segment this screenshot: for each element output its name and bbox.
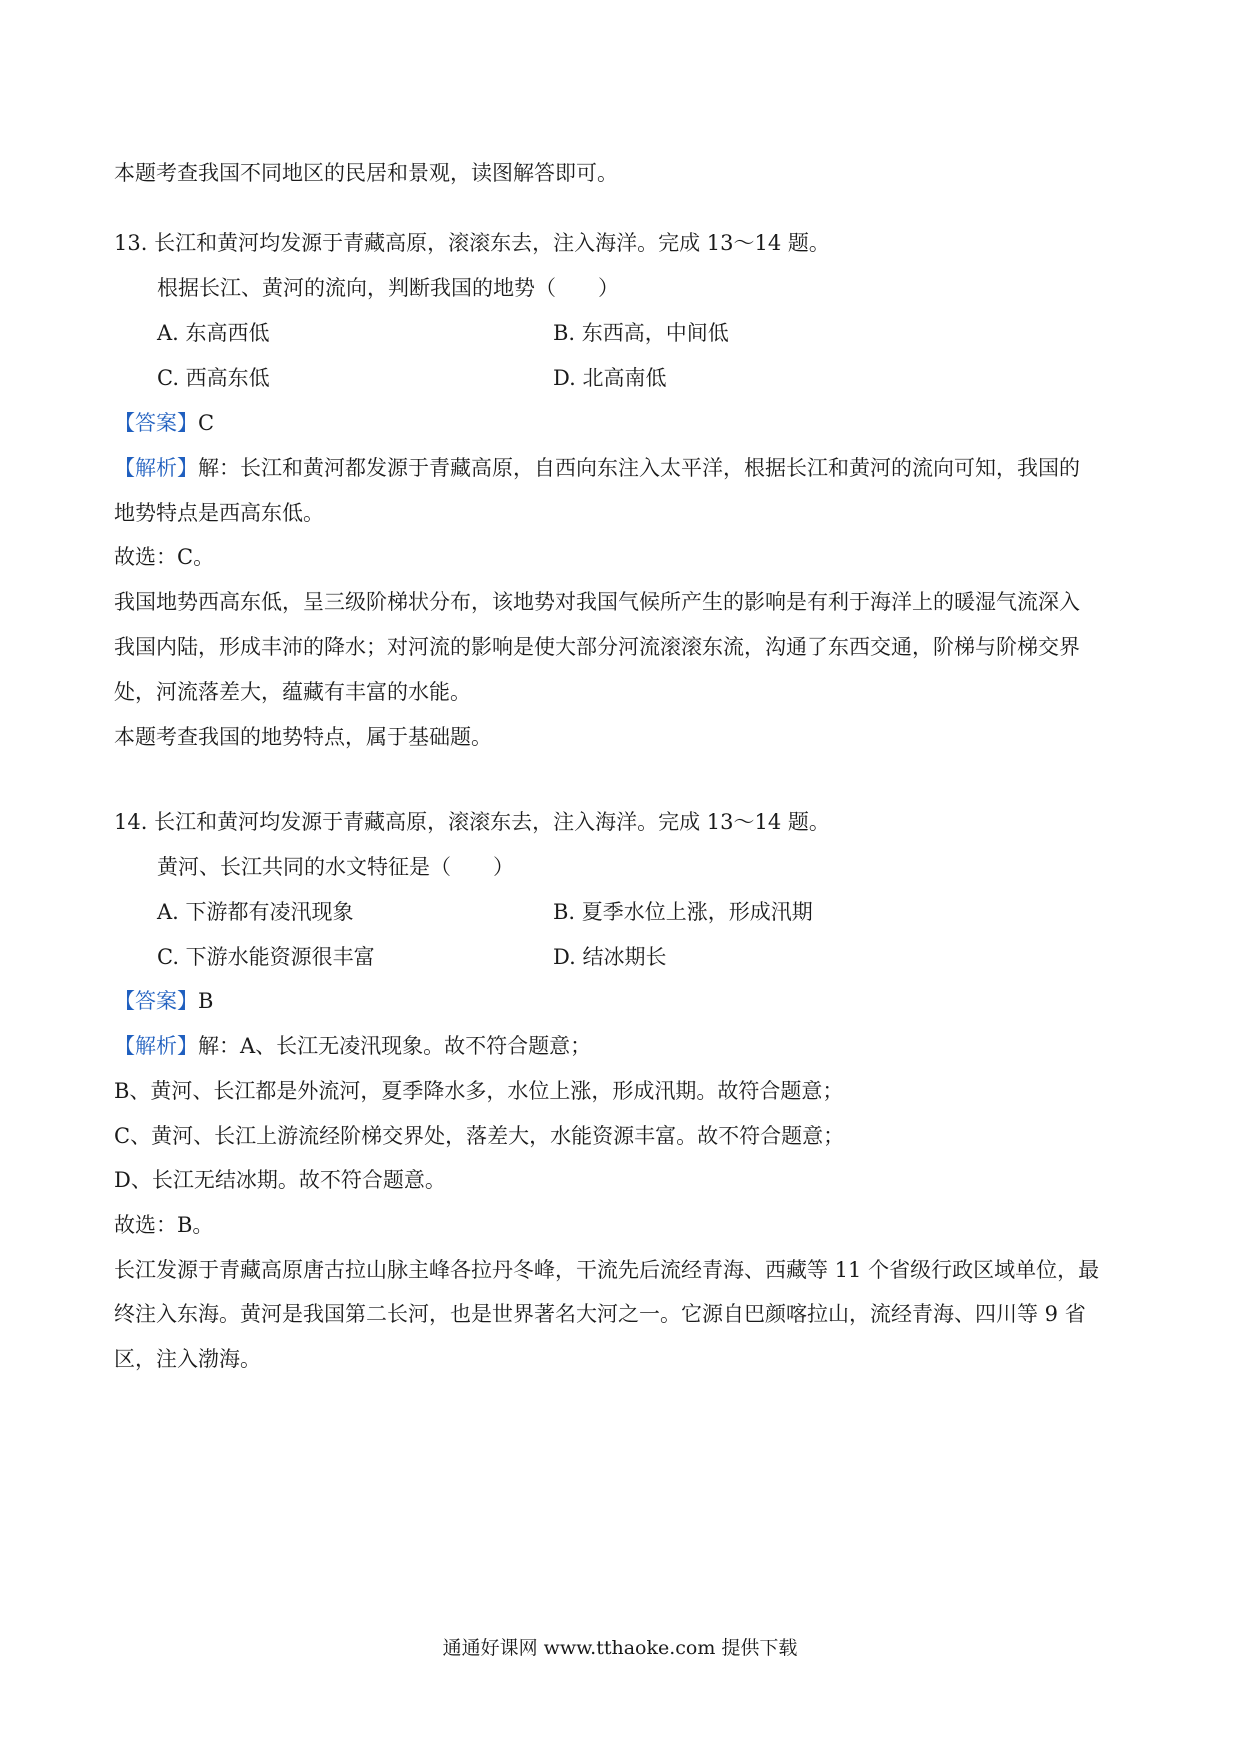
- q13-option-c: C. 西高东低: [157, 366, 270, 390]
- q14-question: 黄河、长江共同的水文特征是（ ）: [157, 855, 514, 879]
- q13-analysis-line1: [114, 453, 1080, 483]
- q13-answer-value: C: [198, 411, 215, 435]
- q13-choice: 故选：C。: [114, 545, 215, 569]
- q14-option-a: A. 下游都有凌汛现象: [157, 900, 354, 924]
- q13-extra-line3: 处，河流落差大，蕴藏有丰富的水能。: [114, 680, 471, 704]
- analysis-tag: 【解析】: [114, 1034, 198, 1058]
- q13-stem: [114, 228, 830, 258]
- q13-stem-text: 长江和黄河均发源于青藏高原，滚滚东去，注入海洋。完成 13～14 题。: [154, 231, 830, 255]
- q14-analysis-line2: B、黄河、长江都是外流河，夏季降水多，水位上涨，形成汛期。故符合题意；: [114, 1079, 844, 1103]
- q14-option-c: C. 下游水能资源很丰富: [157, 945, 375, 969]
- q14-choice: 故选：B。: [114, 1213, 214, 1237]
- q14-extra-line1: 长江发源于青藏高原唐古拉山脉主峰各拉丹冬峰，干流先后流经青海、西藏等 11 个省级行政区域单位，最: [114, 1258, 1100, 1282]
- q14-extra-line3: 区，注入渤海。: [114, 1347, 261, 1371]
- q14-number: 14.: [114, 810, 148, 834]
- q13-number: 13.: [114, 231, 148, 255]
- q13-summary: 本题考查我国的地势特点，属于基础题。: [114, 725, 492, 749]
- q14-stem: [114, 807, 830, 837]
- q14-answer-value: B: [198, 989, 214, 1013]
- q13-option-b: B. 东西高，中间低: [553, 321, 729, 345]
- q14-analysis-line1: [114, 1031, 591, 1061]
- intro-note: 本题考查我国不同地区的民居和景观，读图解答即可。: [114, 161, 618, 185]
- page-footer: 通通好课网 www.tthaoke.com 提供下载: [442, 1637, 798, 1659]
- q13-option-a: A. 东高西低: [157, 321, 270, 345]
- q14-analysis-line4: D、长江无结冰期。故不符合题意。: [114, 1168, 446, 1192]
- q13-extra-line1: 我国地势西高东低，呈三级阶梯状分布，该地势对我国气候所产生的影响是有利于海洋上的暖湿气流深入: [114, 590, 1080, 614]
- q14-extra-line2: 终注入东海。黄河是我国第二长河，也是世界著名大河之一。它源自巴颜喀拉山，流经青海、四川等 9 省: [114, 1302, 1086, 1326]
- q13-analysis-line2: 地势特点是西高东低。: [114, 501, 324, 525]
- answer-tag: 【答案】: [114, 989, 198, 1013]
- q14-option-b: B. 夏季水位上涨，形成汛期: [553, 900, 813, 924]
- q13-question: 根据长江、黄河的流向，判断我国的地势（ ）: [157, 276, 619, 300]
- q14-analysis-line3: C、黄河、长江上游流经阶梯交界处，落差大，水能资源丰富。故不符合题意；: [114, 1124, 845, 1148]
- q14-option-d: D. 结冰期长: [553, 945, 667, 969]
- q13-option-d: D. 北高南低: [553, 366, 667, 390]
- analysis-tag: 【解析】: [114, 456, 198, 480]
- q13-answer: [114, 408, 214, 438]
- answer-tag: 【答案】: [114, 411, 198, 435]
- q14-stem-text: 长江和黄河均发源于青藏高原，滚滚东去，注入海洋。完成 13～14 题。: [154, 810, 830, 834]
- q14-analysis-text: 解：A、长江无凌汛现象。故不符合题意；: [198, 1034, 592, 1058]
- q13-analysis-text: 解：长江和黄河都发源于青藏高原，自西向东注入太平洋，根据长江和黄河的流向可知，我国的: [198, 456, 1080, 480]
- q13-extra-line2: 我国内陆，形成丰沛的降水；对河流的影响是使大部分河流滚滚东流，沟通了东西交通，阶梯与阶梯交界: [114, 635, 1080, 659]
- q14-answer: [114, 986, 213, 1016]
